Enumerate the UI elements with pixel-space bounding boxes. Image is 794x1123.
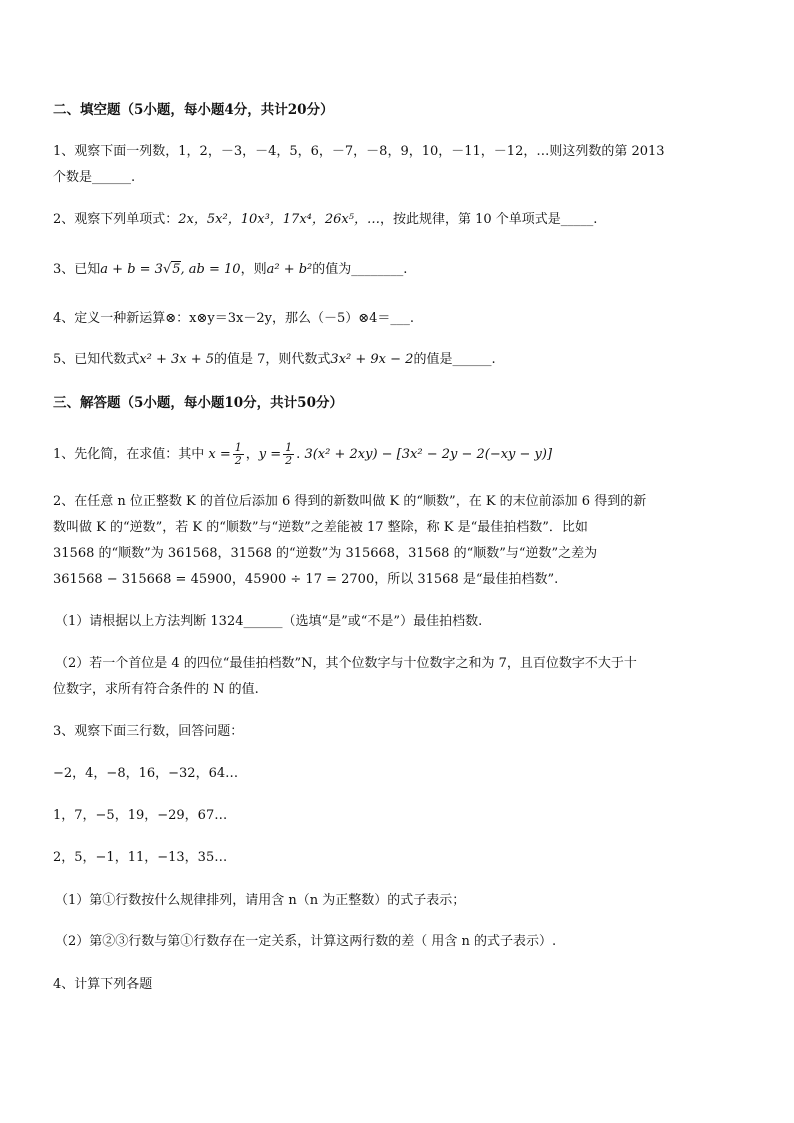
fraction-denominator: 2: [234, 454, 242, 467]
fill-q3-middle: ，则: [240, 262, 267, 277]
solve-q1-x-label: x =: [208, 447, 231, 462]
solve-q2-sub2-line1: （2）若一个首位是 4 的四位“最佳拍档数”N，其个位数字与十位数字之和为 7，且百位数字不大于十: [55, 656, 637, 671]
solve-q3-sub1: （1）第①行数按什么规律排列，请用含 n（n 为正整数）的式子表示；: [55, 893, 466, 908]
solve-q3-row2: 1，7，−5，19，−29，67…: [53, 808, 228, 823]
fraction-numerator: 1: [234, 441, 242, 454]
solve-q1-separator: ，: [245, 447, 259, 462]
solve-q3-row1: −2，4，−8，16，−32，64…: [53, 766, 239, 781]
fill-q3-suffix: 的值为________.: [312, 262, 408, 277]
solve-q4-title: 4、计算下列各题: [53, 977, 153, 992]
fill-q3-prefix: 3、已知: [53, 262, 101, 277]
solve-q1-dot: .: [296, 447, 301, 462]
fill-q1-line1: 1、观察下面一列数，1，2，－3，－4，5，6，－7，－8，9，10，－11，－12，…则这列数的第 2013: [53, 144, 665, 159]
fill-q2-terms: 2x，5x²，10x³，17x⁴，26x⁵，…: [178, 212, 380, 227]
fill-q5: [53, 350, 754, 370]
solve-q1-y-label: y =: [258, 447, 282, 462]
fill-q2-suffix: ，按此规律，第 10 个单项式是_____.: [379, 212, 598, 227]
solve-q1-y-fraction: [283, 442, 294, 467]
fill-q3-expr: a² + b²: [266, 262, 313, 277]
fill-q2-prefix: 2、观察下列单项式：: [53, 212, 179, 227]
fill-q1-line2: 个数是______.: [53, 170, 136, 185]
solve-q2-line2: 数叫做 K 的“逆数”，若 K 的“顺数”与“逆数”之差能被 17 整除，称 K 是“最佳拍档数”．比如: [53, 520, 588, 535]
fill-q3-condition-right: , ab = 10: [180, 262, 241, 277]
fill-q3-radicand: 5: [172, 262, 181, 277]
sqrt-symbol: √: [162, 262, 172, 277]
solve-q3-title: 3、观察下面三行数，回答问题：: [53, 724, 244, 739]
solve-q3-sub2: （2）第②③行数与第①行数存在一定关系，计算这两行数的差（ 用含 n 的式子表示）.: [55, 934, 557, 949]
fraction-denominator: 2: [285, 454, 293, 467]
fill-q5-suffix: 的值是______.: [413, 352, 496, 367]
fill-q2: [53, 210, 754, 230]
solve-q2-sub1: （1）请根据以上方法判断 1324______（选填“是”或“不是”）最佳拍档数.: [55, 614, 483, 629]
fill-q5-middle: 的值是 7，则代数式: [214, 352, 331, 367]
fill-q5-expr1: x² + 3x + 5: [139, 352, 215, 367]
fill-q4: 4、定义一种新运算⊗：x⊗y＝3x－2y，那么（－5）⊗4＝___.: [53, 311, 415, 326]
solve-q1-expression: 3(x² + 2xy) − [3x² − 2y − 2(−xy − y)]: [304, 447, 553, 462]
solve-q2-line3: 31568 的“顺数”为 361568，31568 的“逆数”为 315668，31568 的“顺数”与“逆数”之差为: [53, 546, 598, 561]
fill-q5-prefix: 5、已知代数式: [53, 352, 140, 367]
fill-q5-expr2: 3x² + 9x − 2: [330, 352, 414, 367]
solve-q3-row3: 2，5，−1，11，−13，35…: [53, 850, 228, 865]
solve-q1-x-fraction: [233, 442, 244, 467]
section-solve-heading: 三、解答题（5小题，每小题10分，共计50分）: [53, 395, 343, 411]
fraction-numerator: 1: [285, 441, 293, 454]
solve-q1-prefix: 1、先化简，在求值：其中: [53, 447, 205, 462]
section-fill-heading: 二、填空题（5小题，每小题4分，共计20分）: [53, 102, 334, 118]
fill-q3-condition-left: a + b = 3: [100, 262, 163, 277]
solve-q2-line4: 361568 − 315668 = 45900，45900 ÷ 17 = 2700，所以 31568 是“最佳拍档数”.: [53, 572, 559, 587]
solve-q1: [53, 442, 754, 467]
solve-q2-line1: 2、在任意 n 位正整数 K 的首位后添加 6 得到的新数叫做 K 的“顺数”，在 K 的末位前添加 6 得到的新: [53, 494, 647, 509]
fill-q3: [53, 260, 754, 280]
solve-q2-sub2-line2: 位数字，求所有符合条件的 N 的值.: [53, 682, 259, 697]
